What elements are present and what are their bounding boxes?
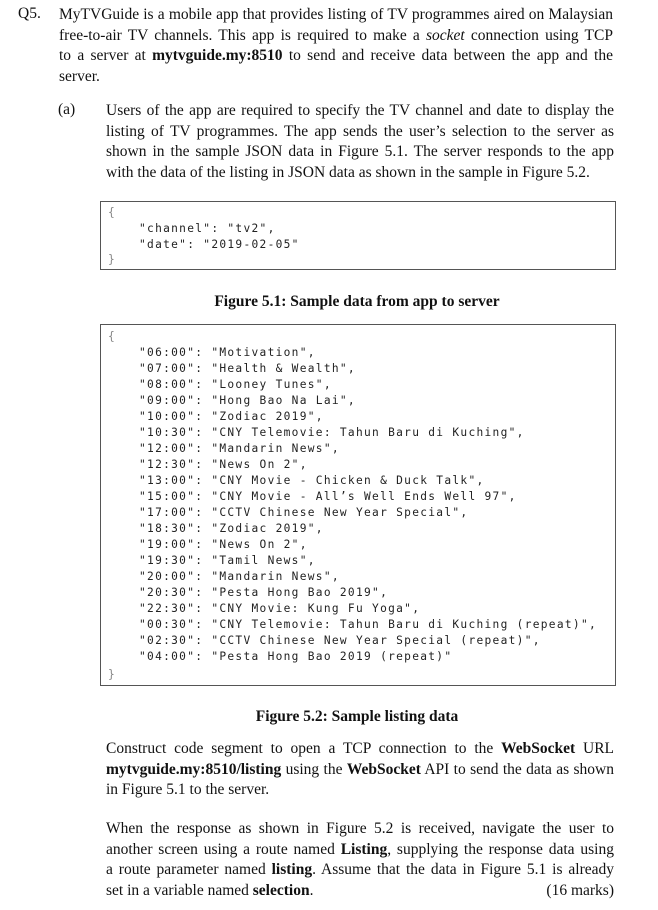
figure-5-2-code-box: [100, 324, 616, 686]
figure-5-2-caption: Figure 5.2: Sample listing data: [255, 708, 459, 725]
question-intro-line: server.: [59, 67, 100, 85]
question-number: Q5.: [18, 5, 41, 22]
code-line: "06:00": "Motivation",: [139, 346, 316, 359]
instruction-2-line: another screen using a route named Listing, supplying the response data using: [106, 840, 614, 858]
code-line: "15:00": "CNY Movie - All’s Well Ends Well 97",: [139, 490, 517, 503]
instruction-paragraph-2: [106, 819, 614, 901]
close-brace: }: [108, 668, 117, 681]
code-line: "02:30": "CCTV Chinese New Year Special (repeat)",: [139, 634, 541, 647]
code-line: "09:00": "Hong Bao Na Lai",: [139, 394, 356, 407]
bold-term: mytvguide.my:8510: [152, 47, 283, 64]
code-line: "12:00": "Mandarin News",: [139, 442, 340, 455]
bold-term: selection: [252, 881, 310, 899]
code-line: "19:30": "Tamil News",: [139, 554, 316, 567]
bold-term: WebSocket: [501, 740, 576, 757]
part-a-label: (a): [58, 101, 76, 118]
italic-term: socket: [425, 26, 465, 44]
open-brace: {: [108, 330, 117, 343]
instruction-1-line: Construct code segment to open a TCP connection to the WebSocket URL: [106, 740, 614, 757]
instruction-2-line: a route parameter named listing. Assume that the data in Figure 5.1 is already: [106, 861, 614, 878]
code-line: "19:00": "News On 2",: [139, 538, 308, 551]
instruction-2-line: set in a variable named selection. (16 marks): [106, 881, 614, 902]
code-line: "08:00": "Looney Tunes",: [139, 378, 332, 391]
part-a-text: [106, 101, 614, 183]
figure-5-1-code-box: [100, 201, 616, 270]
code-line: "date": "2019-02-05": [139, 238, 300, 251]
bold-term: listing: [271, 861, 313, 878]
question-intro-line: MyTVGuide is a mobile app that provides listing of TV programmes aired on Malaysian: [59, 6, 613, 23]
instruction-2-line: When the response as shown in Figure 5.2 is received, navigate the user to: [106, 820, 614, 837]
code-line: "12:30": "News On 2",: [139, 458, 308, 471]
close-brace: }: [108, 253, 117, 266]
bold-term: Listing: [340, 840, 388, 858]
question-intro-line: to a server at mytvguide.my:8510 to send and receive data between the app and the: [59, 47, 613, 64]
code-line: "00:30": "CNY Telemovie: Tahun Baru di Kuching (repeat)",: [139, 618, 598, 631]
figure-5-1-caption: Figure 5.1: Sample data from app to server: [214, 293, 500, 310]
part-a-line: with the data of the listing in JSON data as shown in the sample in Figure 5.2.: [106, 163, 590, 181]
question-intro: [59, 5, 613, 87]
bold-term: WebSocket: [346, 760, 421, 778]
instruction-1-line: mytvguide.my:8510/listing using the WebSocket API to send the data as shown: [106, 760, 614, 778]
instruction-paragraph-1: [106, 739, 614, 801]
code-line: "10:30": "CNY Telemovie: Tahun Baru di Kuching",: [139, 426, 525, 439]
code-line: "17:00": "CCTV Chinese New Year Special",: [139, 506, 469, 519]
code-line: "20:30": "Pesta Hong Bao 2019",: [139, 586, 389, 599]
marks-label: (16 marks): [546, 881, 614, 899]
question-intro-line: free-to-air TV channels. This app is required to make a socket connection using TCP: [59, 26, 613, 44]
instruction-1-line: in Figure 5.1 to the server.: [106, 781, 270, 798]
code-line: "20:00": "Mandarin News",: [139, 570, 340, 583]
part-a-line: listing of TV programmes. The app sends the user’s selection to the server as: [106, 122, 614, 140]
code-line: "channel": "tv2",: [139, 222, 276, 235]
part-a-line: Users of the app are required to specify the TV channel and date to display the: [106, 102, 614, 119]
open-brace: {: [108, 206, 117, 219]
code-line: "10:00": "Zodiac 2019",: [139, 410, 324, 423]
part-a-line: shown in the sample JSON data in Figure 5.1. The server responds to the app: [106, 143, 614, 160]
code-line: "13:00": "CNY Movie - Chicken & Duck Talk",: [139, 474, 485, 487]
code-line: "07:00": "Health & Wealth",: [139, 362, 356, 375]
code-line: "18:30": "Zodiac 2019",: [139, 522, 324, 535]
code-line: "22:30": "CNY Movie: Kung Fu Yoga",: [139, 602, 421, 615]
bold-term: mytvguide.my:8510/listing: [106, 760, 282, 778]
code-line: "04:00": "Pesta Hong Bao 2019 (repeat)": [139, 650, 453, 663]
